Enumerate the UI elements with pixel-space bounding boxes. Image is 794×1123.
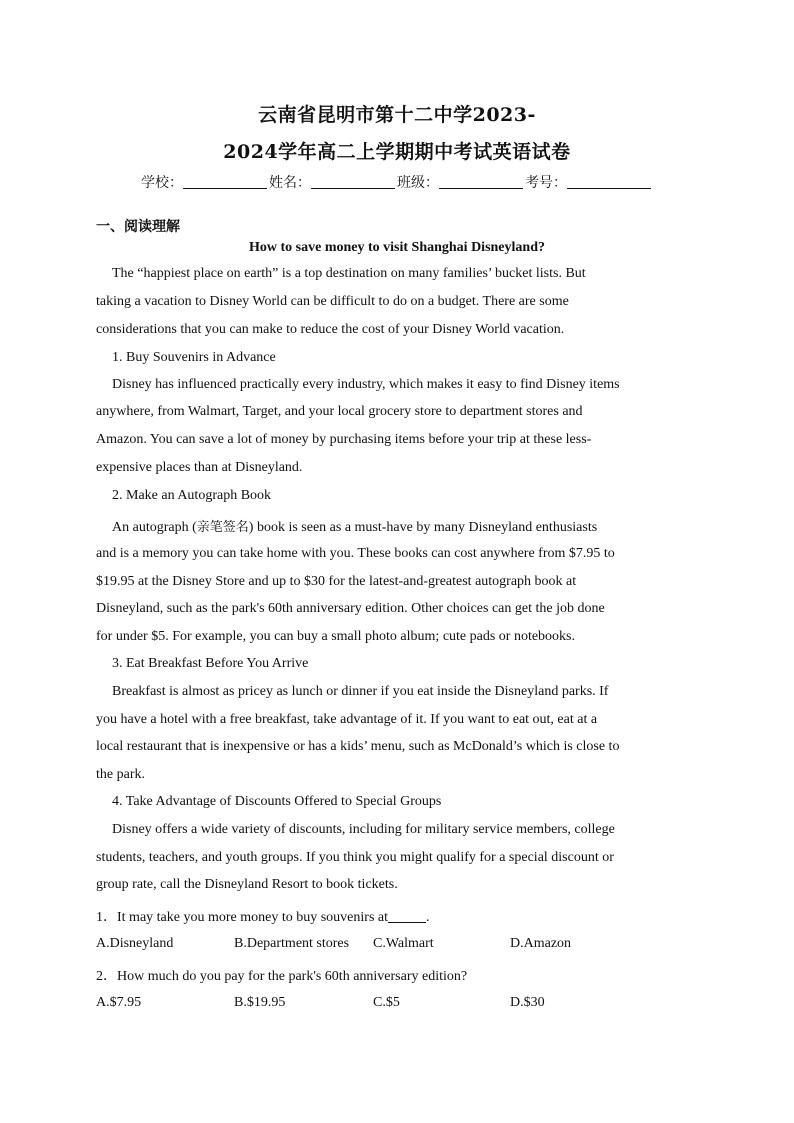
question-2-option-b[interactable]: B.$19.95: [234, 995, 286, 1010]
name-label: 姓名：: [269, 175, 311, 191]
question-2-stem: 2．How much do you pay for the park's 60th anniversary edition?: [96, 969, 468, 984]
passage-line: group rate, call the Disneyland Resort to book tickets.: [96, 877, 398, 892]
section-heading: 一、阅读理解: [96, 219, 180, 235]
question-1-stem: 1．It may take you more money to buy souvenirs at .: [96, 910, 430, 925]
answer-blank[interactable]: [388, 909, 426, 923]
passage-subheading: 3. Eat Breakfast Before You Arrive: [112, 656, 309, 671]
passage-line: Amazon. You can save a lot of money by purchasing items before your trip at these less-: [96, 432, 592, 447]
exam-title-line1: 云南省昆明市第十二中学2023-: [258, 104, 536, 126]
passage-title: How to save money to visit Shanghai Disneyland?: [249, 240, 545, 255]
passage-line: considerations that you can make to reduce the cost of your Disney World vacation.: [96, 322, 565, 337]
passage-line: and is a memory you can take home with you. These books can cost anywhere from $7.95 to: [96, 546, 615, 561]
passage-line: The “happiest place on earth” is a top destination on many families’ bucket lists. But: [112, 266, 586, 281]
question-1-option-b[interactable]: B.Department stores: [234, 936, 350, 951]
autograph-chinese-gloss: 亲笔签名: [196, 520, 249, 535]
question-2-option-a[interactable]: A.$7.95: [96, 995, 142, 1010]
question-1-option-c[interactable]: C.Walmart: [373, 936, 434, 951]
passage-line: expensive places than at Disneyland.: [96, 460, 303, 475]
passage-line: Disney offers a wide variety of discounts, including for military service members, college: [112, 822, 615, 837]
exam-title-line2: 2024学年高二上学期期中考试英语试卷: [223, 141, 571, 163]
class-blank[interactable]: [439, 174, 523, 189]
passage-line: taking a vacation to Disney World can be difficult to do on a budget. There are some: [96, 294, 569, 309]
school-blank[interactable]: [183, 174, 267, 189]
autograph-text-start: An autograph (: [112, 520, 197, 535]
passage-line: $19.95 at the Disney Store and up to $30 for the latest-and-greatest autograph book at: [96, 574, 577, 589]
passage-line: Breakfast is almost as pricey as lunch or dinner if you eat inside the Disneyland parks. If: [112, 684, 609, 699]
passage-line: students, teachers, and youth groups. If you think you might qualify for a special discount or: [96, 850, 614, 865]
question-2-option-d[interactable]: D.$30: [510, 995, 545, 1010]
school-label: 学校：: [141, 175, 183, 191]
autograph-text-rest: ) book is seen as a must-have by many Disneyland enthusiasts: [248, 520, 598, 535]
passage-line: anywhere, from Walmart, Target, and your local grocery store to department stores and: [96, 404, 583, 419]
passage-line: for under $5. For example, you can buy a small photo album; cute pads or notebooks.: [96, 629, 576, 644]
exam-number-blank[interactable]: [567, 174, 651, 189]
passage-line: Disney has influenced practically every industry, which makes it easy to find Disney items: [112, 377, 620, 392]
name-blank[interactable]: [311, 174, 395, 189]
question-2-option-c[interactable]: C.$5: [373, 995, 400, 1010]
passage-line: you have a hotel with a free breakfast, take advantage of it. If you want to eat out, eat at a: [96, 712, 598, 727]
exam-number-label: 考号：: [525, 175, 567, 191]
passage-subheading: 1. Buy Souvenirs in Advance: [112, 350, 276, 365]
passage-line: local restaurant that is inexpensive or has a kids’ menu, such as McDonald’s which is close to: [96, 739, 620, 754]
passage-subheading: 4. Take Advantage of Discounts Offered to Special Groups: [112, 794, 442, 809]
question-1-option-d[interactable]: D.Amazon: [510, 936, 572, 951]
class-label: 班级：: [397, 175, 439, 191]
passage-subheading: 2. Make an Autograph Book: [112, 488, 272, 503]
passage-line: [112, 516, 597, 536]
question-1-option-a[interactable]: A.Disneyland: [96, 936, 174, 951]
passage-line: Disneyland, such as the park's 60th anniversary edition. Other choices can get the job done: [96, 601, 605, 616]
student-info-row: [0, 172, 794, 192]
passage-line: the park.: [96, 767, 145, 782]
